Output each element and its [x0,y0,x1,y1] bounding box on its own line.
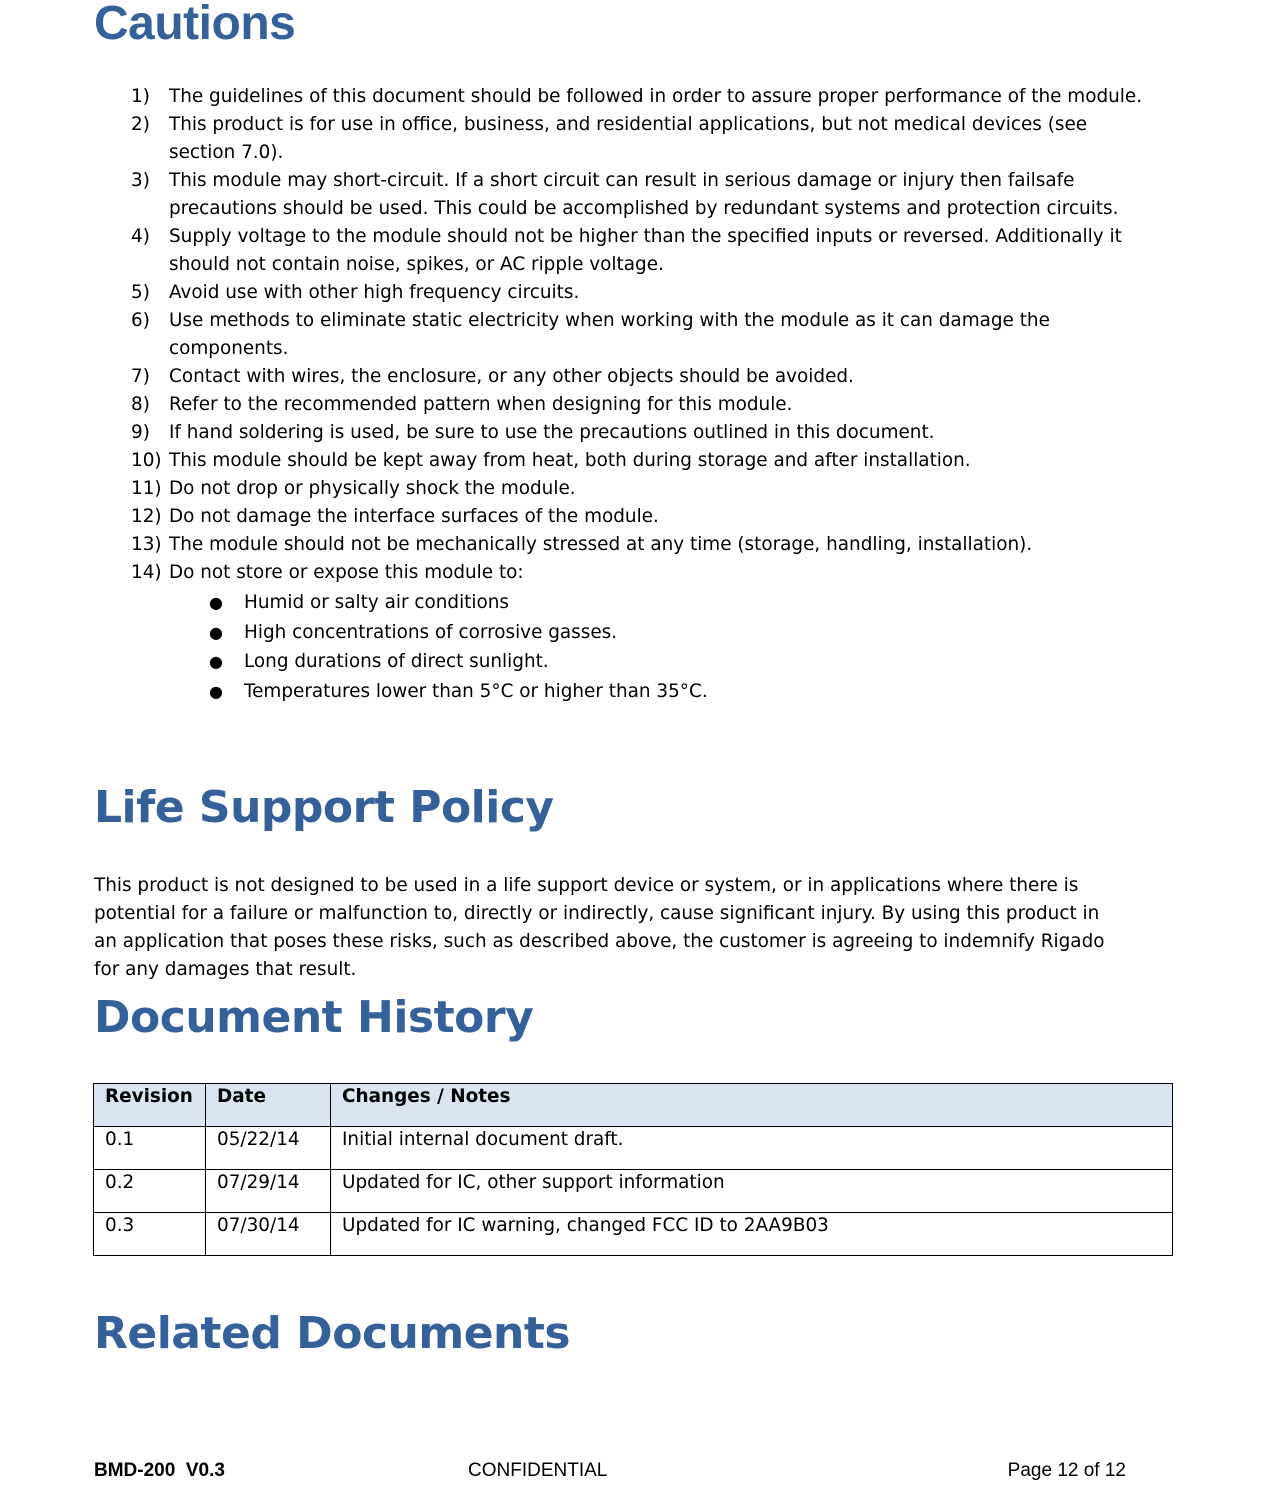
item-text: Do not store or expose this module to: [169,562,524,583]
item-number: 6) [131,310,150,331]
table-row [94,1170,1173,1213]
item-number: 3) [131,170,150,191]
item-text: Refer to the recommended pattern when designing for this module. [169,394,793,415]
storage-conditions-list [169,588,1144,706]
footer-page-number: Page 12 of 12 [1007,1460,1126,1481]
footer-classification: CONFIDENTIAL [468,1460,608,1481]
document-history-heading: Document History [94,992,534,1043]
cell-revision: 0.2 [94,1170,206,1213]
list-item [94,279,1144,307]
list-item [94,559,1144,706]
list-item [94,111,1144,167]
item-text: This product is for use in office, business, and residential applications, but not medical devices (see section 7.0). [169,114,1088,163]
cell-revision: 0.1 [94,1127,206,1170]
cautions-heading: Cautions [94,0,296,50]
item-text: Do not drop or physically shock the module. [169,478,576,499]
item-number: 9) [131,422,150,443]
header-revision: Revision [94,1084,206,1127]
list-item [94,391,1144,419]
item-number: 10) [131,450,162,471]
cell-revision: 0.3 [94,1213,206,1256]
item-text: If hand soldering is used, be sure to use the precautions outlined in this document. [169,422,935,443]
list-item [94,83,1144,111]
item-number: 1) [131,86,150,107]
bullet-icon: ● [209,593,223,612]
related-documents-heading: Related Documents [94,1308,571,1359]
bullet-item [169,588,1144,618]
header-changes: Changes / Notes [331,1084,1173,1127]
item-text: This module should be kept away from heat, both during storage and after installation. [169,450,971,471]
bullet-item [169,647,1144,677]
table-row [94,1127,1173,1170]
cell-date: 05/22/14 [206,1127,331,1170]
item-text: The guidelines of this document should be followed in order to assure proper performance of the module. [169,86,1143,107]
item-number: 8) [131,394,150,415]
header-date: Date [206,1084,331,1127]
item-number: 7) [131,366,150,387]
list-item [94,503,1144,531]
item-text: Avoid use with other high frequency circuits. [169,282,580,303]
list-item [94,531,1144,559]
bullet-text: Long durations of direct sunlight. [244,651,549,672]
bullet-icon: ● [209,652,223,671]
document-history-table [93,1083,1173,1256]
cell-date: 07/29/14 [206,1170,331,1213]
life-support-paragraph: This product is not designed to be used in a life support device or system, or in applications where there is potential for a failure or malfunction to, directly or indirectly, cause significant injury. By using this product in an application that poses these risks, such as described above, the customer is agreeing to indemnify Rigado for any damages that result. [94,875,1105,980]
cell-changes: Updated for IC warning, changed FCC ID to 2AA9B03 [331,1213,1173,1256]
list-item [94,419,1144,447]
cell-changes: Updated for IC, other support information [331,1170,1173,1213]
table-header-row [94,1084,1173,1127]
bullet-text: High concentrations of corrosive gasses. [244,621,618,643]
page-footer [94,1460,1126,1484]
list-item [94,167,1144,223]
item-number: 2) [131,114,150,135]
bullet-icon: ● [209,622,223,642]
cautions-list [94,83,1144,706]
item-number: 14) [131,562,162,583]
list-item [94,447,1144,475]
item-number: 12) [131,506,162,527]
item-number: 5) [131,282,150,303]
list-item [94,475,1144,503]
bullet-text: Temperatures lower than 5°C or higher than 35°C. [244,680,708,702]
life-support-heading: Life Support Policy [94,782,554,833]
item-text: This module may short-circuit. If a short circuit can result in serious damage or injury then failsafe precautions should be used. This could be accomplished by redundant systems and protection circuits. [169,170,1119,219]
item-text: Do not damage the interface surfaces of the module. [169,506,659,527]
bullet-text: Humid or salty air conditions [244,592,509,613]
bullet-item [169,618,1144,648]
list-item [94,363,1144,391]
item-text: Use methods to eliminate static electricity when working with the module as it can damage the components. [169,310,1050,359]
item-text: The module should not be mechanically stressed at any time (storage, handling, installation). [169,534,1033,555]
list-item [94,223,1144,279]
bullet-item [169,677,1144,707]
table-row [94,1213,1173,1256]
item-text: Supply voltage to the module should not be higher than the specified inputs or reversed. Additionally it should not contain noise, spikes, or AC ripple voltage. [169,226,1122,275]
cell-changes: Initial internal document draft. [331,1127,1173,1170]
cell-date: 07/30/14 [206,1213,331,1256]
item-number: 11) [131,478,162,499]
item-text: Contact with wires, the enclosure, or any other objects should be avoided. [169,366,854,387]
item-number: 13) [131,534,162,555]
item-number: 4) [131,226,150,247]
bullet-icon: ● [209,681,223,701]
footer-doc-id: BMD-200 V0.3 [94,1460,225,1481]
list-item [94,307,1144,363]
